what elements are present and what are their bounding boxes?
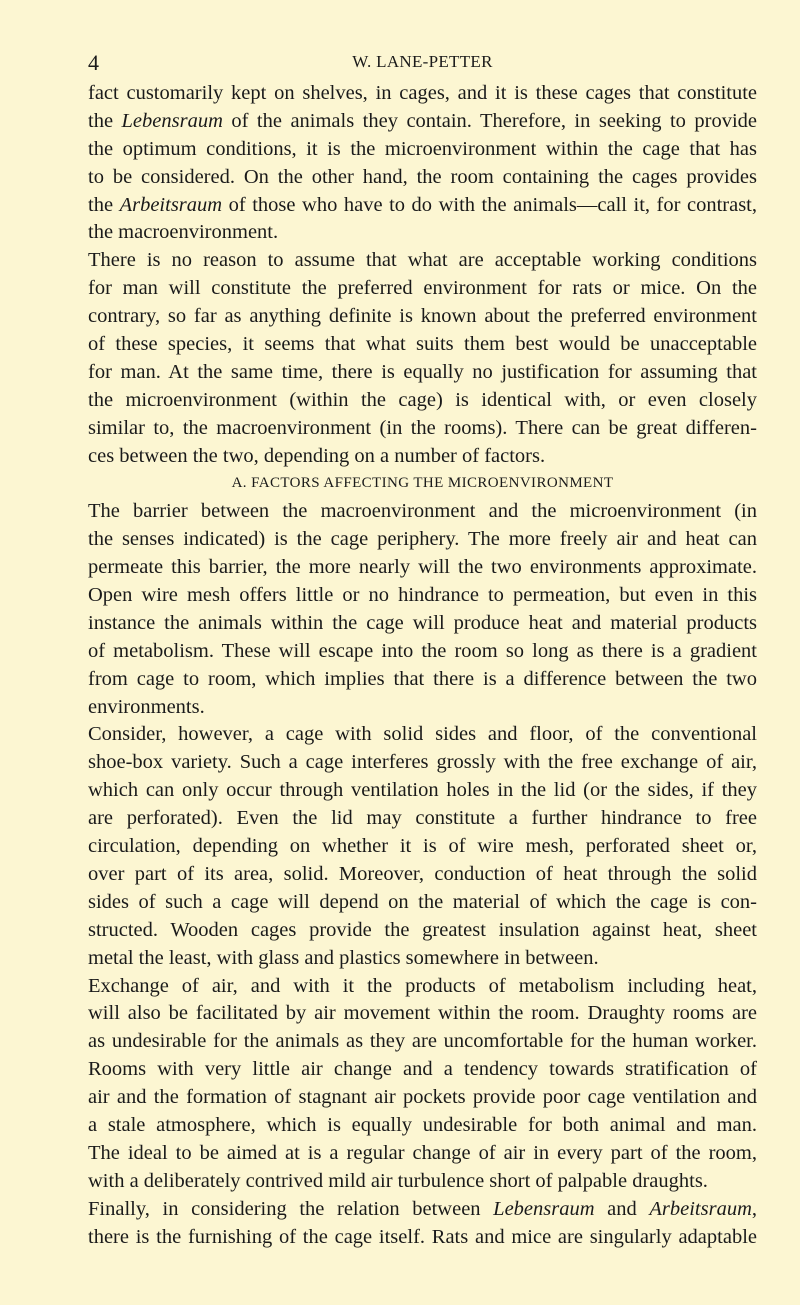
text-run: from cage to room, which implies that there is a difference between the two bbox=[88, 667, 757, 690]
text-line bbox=[88, 1168, 757, 1196]
italic-term: Arbeitsraum bbox=[119, 193, 223, 216]
text-line bbox=[88, 582, 757, 610]
text-line bbox=[88, 861, 757, 889]
text-line bbox=[88, 1112, 757, 1140]
text-line bbox=[88, 721, 757, 749]
text-run: permeate this barrier, the more nearly will the two environments approximate. bbox=[88, 556, 757, 579]
text-run: The barrier between the macroenvironment and the microenvironment (in bbox=[88, 500, 757, 523]
text-line bbox=[88, 1028, 757, 1056]
text-run: the optimum conditions, it is the microenvironment within the cage that has bbox=[88, 137, 757, 160]
text-line bbox=[88, 805, 757, 833]
text-line bbox=[88, 1084, 757, 1112]
text-line bbox=[88, 526, 757, 554]
text-run: of those who have to do with the animals—call it, for contrast, bbox=[222, 193, 757, 216]
text-run: instance the animals within the cage will produce heat and material products bbox=[88, 611, 757, 634]
text-run: as undesirable for the animals as they are uncomfortable for the human worker. bbox=[88, 1030, 757, 1053]
text-line bbox=[88, 973, 757, 1001]
text-line bbox=[88, 833, 757, 861]
text-line bbox=[88, 749, 757, 777]
text-line bbox=[88, 247, 757, 275]
text-line bbox=[88, 331, 757, 359]
italic-term: Lebensraum bbox=[493, 1197, 595, 1220]
text-run: are perforated). Even the lid may constitute a further hindrance to free bbox=[88, 807, 757, 830]
text-run: contrary, so far as anything definite is known about the preferred environment bbox=[88, 305, 757, 328]
text-run: the microenvironment (within the cage) is identical with, or even closely bbox=[88, 388, 757, 411]
italic-term: Arbeitsraum bbox=[649, 1197, 752, 1220]
text-line bbox=[88, 498, 757, 526]
text-run: to be considered. On the other hand, the room containing the cages provides bbox=[88, 165, 757, 188]
text-run: for man will constitute the preferred environment for rats or mice. On the bbox=[88, 277, 757, 300]
text-run: a stale atmosphere, which is equally undesirable for both animal and man. bbox=[88, 1113, 757, 1136]
text-run: which can only occur through ventilation holes in the lid (or the sides, if they bbox=[88, 779, 757, 802]
text-run: Rooms with very little air change and a tendency towards stratification of bbox=[88, 1058, 757, 1081]
text-run: of metabolism. These will escape into the room so long as there is a gradient bbox=[88, 639, 757, 662]
text-line bbox=[88, 415, 757, 443]
text-line bbox=[88, 889, 757, 917]
text-run: fact customarily kept on shelves, in cages, and it is these cages that constitute bbox=[88, 82, 757, 104]
text-line bbox=[88, 945, 757, 973]
text-run: , bbox=[751, 1197, 758, 1220]
text-line bbox=[88, 777, 757, 805]
text-line bbox=[88, 303, 757, 331]
text-run: Open wire mesh offers little or no hindrance to permeation, but even in this bbox=[88, 584, 757, 607]
text-run: The ideal to be aimed at is a regular change of air in every part of the room, bbox=[88, 1141, 757, 1164]
text-run: ces between the two, depending on a number of factors. bbox=[88, 444, 546, 467]
text-line bbox=[88, 917, 757, 945]
text-line bbox=[88, 219, 757, 247]
text-run: the bbox=[88, 193, 120, 216]
body-text bbox=[88, 80, 757, 1251]
text-run: A. FACTORS AFFECTING THE MICROENVIRONMENT bbox=[231, 475, 614, 492]
text-line bbox=[88, 136, 757, 164]
text-run: with a deliberately contrived mild air turbulence short of palpable draughts. bbox=[88, 1169, 708, 1192]
text-line bbox=[88, 80, 757, 108]
text-run: structed. Wooden cages provide the greatest insulation against heat, sheet bbox=[88, 918, 757, 941]
text-line bbox=[88, 108, 757, 136]
section-heading bbox=[88, 470, 757, 498]
text-run: circulation, depending on whether it is of wire mesh, perforated sheet or, bbox=[88, 835, 757, 858]
text-run: sides of such a cage will depend on the material of which the cage is con- bbox=[88, 890, 757, 913]
text-line bbox=[88, 1224, 757, 1252]
text-line bbox=[88, 554, 757, 582]
text-run: and bbox=[594, 1197, 650, 1220]
text-line bbox=[88, 1196, 757, 1224]
text-line bbox=[88, 610, 757, 638]
text-run: environments. bbox=[88, 695, 205, 718]
text-run: There is no reason to assume that what are acceptable working conditions bbox=[88, 249, 757, 272]
text-run: of the animals they contain. Therefore, in seeking to provide bbox=[222, 109, 757, 132]
text-run: there is the furnishing of the cage itself. Rats and mice are singularly adaptable bbox=[88, 1225, 757, 1248]
text-run: the macroenvironment. bbox=[88, 221, 279, 244]
text-line bbox=[88, 164, 757, 192]
text-run: for man. At the same time, there is equally no justification for assuming that bbox=[88, 360, 757, 383]
text-line bbox=[88, 1140, 757, 1168]
page-number: 4 bbox=[88, 50, 99, 75]
text-line bbox=[88, 275, 757, 303]
page-header bbox=[88, 50, 757, 76]
text-line bbox=[88, 694, 757, 722]
text-line bbox=[88, 359, 757, 387]
text-run: shoe-box variety. Such a cage interferes grossly with the free exchange of air, bbox=[88, 751, 757, 774]
text-run: metal the least, with glass and plastics somewhere in between. bbox=[88, 946, 599, 969]
running-head: W. LANE-PETTER bbox=[352, 52, 493, 71]
text-run: Exchange of air, and with it the products of metabolism including heat, bbox=[88, 974, 757, 997]
text-line bbox=[88, 387, 757, 415]
text-line bbox=[88, 1000, 757, 1028]
text-run: over part of its area, solid. Moreover, conduction of heat through the solid bbox=[88, 862, 757, 885]
text-run: Consider, however, a cage with solid sides and floor, of the conventional bbox=[88, 723, 757, 746]
text-line bbox=[88, 443, 757, 471]
text-line bbox=[88, 638, 757, 666]
text-run: similar to, the macroenvironment (in the rooms). There can be great differen- bbox=[88, 416, 757, 439]
text-line bbox=[88, 1056, 757, 1084]
text-run: air and the formation of stagnant air pockets provide poor cage ventilation and bbox=[88, 1086, 757, 1109]
text-run: of these species, it seems that what suits them best would be unacceptable bbox=[88, 333, 757, 356]
text-run: Finally, in considering the relation between bbox=[88, 1197, 494, 1220]
text-run: the bbox=[88, 109, 122, 132]
italic-term: Lebensraum bbox=[121, 109, 223, 132]
text-run: the senses indicated) is the cage periphery. The more freely air and heat can bbox=[88, 528, 757, 551]
text-run: will also be facilitated by air movement within the room. Draughty rooms are bbox=[88, 1002, 757, 1025]
text-line bbox=[88, 192, 757, 220]
text-line bbox=[88, 666, 757, 694]
